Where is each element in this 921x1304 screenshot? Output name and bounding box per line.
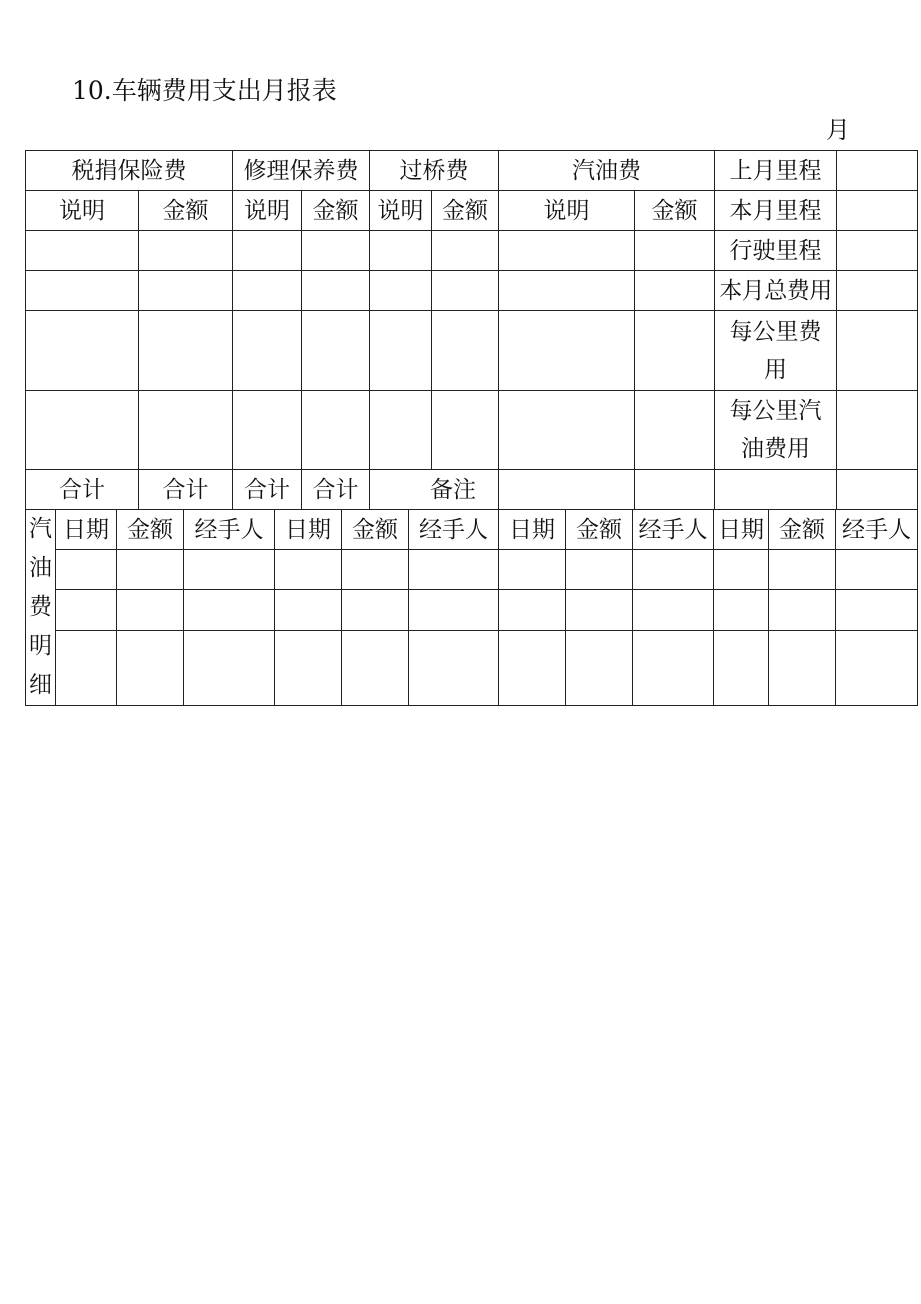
cell[interactable] [302,311,370,391]
value-total-cost-this-month[interactable] [837,271,918,311]
cell[interactable] [836,550,918,590]
label-total-cost-this-month: 本月总费用 [715,271,837,311]
cell[interactable] [26,231,139,271]
subtotal-bridge-label: 合计 [233,470,302,510]
cell[interactable] [715,470,837,510]
gasoline-detail-table [25,509,918,706]
column-header-date: 日期 [714,510,769,550]
cell[interactable] [56,590,117,630]
column-header-handler: 经手人 [633,510,714,550]
header-tax-insurance: 税捐保险费 [26,151,233,191]
column-header-date: 日期 [499,510,566,550]
cell[interactable] [26,311,139,391]
label-driven-mileage: 行驶里程 [715,231,837,271]
cell[interactable] [275,630,342,705]
cell[interactable] [117,550,184,590]
table-row [26,311,918,391]
cell[interactable] [275,590,342,630]
cell[interactable] [342,550,409,590]
cell[interactable] [56,630,117,705]
sub-header-repair-description: 说明 [233,191,302,231]
table-row [26,630,918,705]
sub-header-bridge-description: 说明 [370,191,432,231]
cell[interactable] [117,630,184,705]
sub-header-repair-amount: 金额 [302,191,370,231]
sub-header-gasoline-amount: 金额 [635,191,715,231]
cell[interactable] [836,590,918,630]
cell[interactable] [432,231,499,271]
table-row [26,550,918,590]
sub-header-tax-description: 说明 [26,191,139,231]
cell[interactable] [370,271,432,311]
cell[interactable] [302,391,370,470]
value-last-month-mileage[interactable] [837,151,918,191]
cell[interactable] [302,231,370,271]
cell[interactable] [633,590,714,630]
subtotal-repair-label: 合计 [139,470,233,510]
remarks-label: 备注 [370,470,499,510]
cell[interactable] [409,630,499,705]
cell[interactable] [26,271,139,311]
cell[interactable] [837,470,918,510]
cell[interactable] [409,590,499,630]
cell[interactable] [714,550,769,590]
cell[interactable] [769,550,836,590]
cell[interactable] [370,231,432,271]
subtotal-tax-label: 合计 [26,470,139,510]
cell[interactable] [233,391,302,470]
cell[interactable] [769,630,836,705]
label-gasoline-cost-per-km: 每公里汽油费用 [715,391,837,470]
label-last-month-mileage: 上月里程 [715,151,837,191]
column-header-handler: 经手人 [184,510,275,550]
cell[interactable] [342,590,409,630]
cell[interactable] [139,231,233,271]
detail-header-row [26,510,918,550]
value-this-month-mileage[interactable] [837,191,918,231]
column-header-date: 日期 [56,510,117,550]
cell[interactable] [432,271,499,311]
cell[interactable] [302,271,370,311]
column-header-date: 日期 [275,510,342,550]
value-gasoline-cost-per-km[interactable] [837,391,918,470]
document-title: 10.车辆费用支出月报表 [72,76,337,105]
cell[interactable] [184,630,275,705]
cell[interactable] [836,630,918,705]
sub-header-gasoline-description: 说明 [499,191,635,231]
cell[interactable] [432,311,499,391]
cell[interactable] [56,550,117,590]
cell[interactable] [139,391,233,470]
cell[interactable] [409,550,499,590]
cell[interactable] [432,391,499,470]
cell[interactable] [499,231,635,271]
cell[interactable] [635,231,715,271]
cell[interactable] [566,590,633,630]
cell[interactable] [139,311,233,391]
cell[interactable] [635,311,715,391]
label-this-month-mileage: 本月里程 [715,191,837,231]
cell[interactable] [499,630,566,705]
column-header-amount: 金额 [342,510,409,550]
column-header-amount: 金额 [566,510,633,550]
subtotal-gasoline-label: 合计 [302,470,370,510]
value-cost-per-km[interactable] [837,311,918,391]
remarks-value[interactable] [499,470,635,510]
cell[interactable] [342,630,409,705]
cell[interactable] [499,271,635,311]
table-row [26,590,918,630]
cell[interactable] [633,630,714,705]
gasoline-detail-side-label: 汽油费明细 [26,510,56,706]
cell[interactable] [714,590,769,630]
sub-header-row [26,191,918,231]
cell[interactable] [233,271,302,311]
header-bridge-toll: 过桥费 [370,151,499,191]
table-row [26,271,918,311]
cell[interactable] [275,550,342,590]
sub-header-bridge-amount: 金额 [432,191,499,231]
cell[interactable] [370,311,432,391]
cell[interactable] [499,311,635,391]
cell[interactable] [139,271,233,311]
cell[interactable] [635,470,715,510]
subtotal-row [26,470,918,510]
cell[interactable] [714,630,769,705]
sub-header-tax-amount: 金额 [139,191,233,231]
cell[interactable] [769,590,836,630]
table-row [26,391,918,470]
group-header-row [26,151,918,191]
cell[interactable] [184,590,275,630]
column-header-handler: 经手人 [836,510,918,550]
cell[interactable] [635,391,715,470]
cell[interactable] [499,590,566,630]
month-label: 月 [826,116,850,144]
cell[interactable] [499,550,566,590]
header-gasoline: 汽油费 [499,151,715,191]
cell[interactable] [233,311,302,391]
column-header-handler: 经手人 [409,510,499,550]
cell[interactable] [635,271,715,311]
header-repair-maintenance: 修理保养费 [233,151,370,191]
cell[interactable] [26,391,139,470]
cell[interactable] [566,550,633,590]
column-header-amount: 金额 [769,510,836,550]
cell[interactable] [117,590,184,630]
cell[interactable] [184,550,275,590]
cell[interactable] [566,630,633,705]
column-header-amount: 金额 [117,510,184,550]
table-row [26,231,918,271]
label-cost-per-km: 每公里费用 [715,311,837,391]
cell[interactable] [499,391,635,470]
expense-summary-table [25,150,918,510]
cell[interactable] [633,550,714,590]
value-driven-mileage[interactable] [837,231,918,271]
cell[interactable] [370,391,432,470]
cell[interactable] [233,231,302,271]
